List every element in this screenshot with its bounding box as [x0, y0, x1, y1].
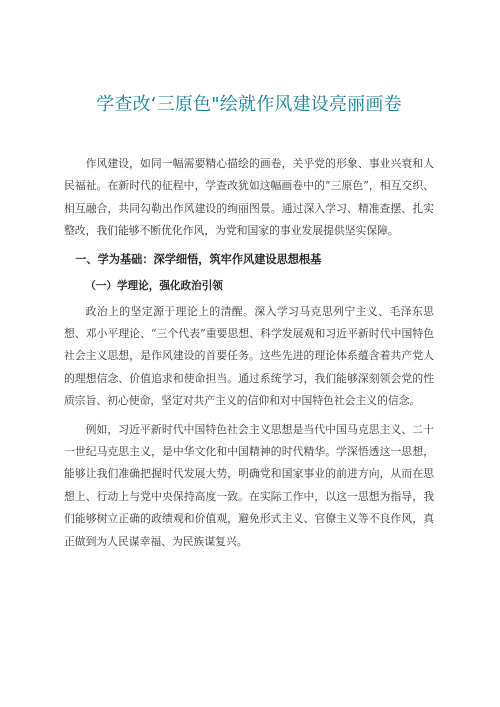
- body-paragraph-2: 政治上的坚定源于理论上的清醒。深入学习马克思列宁主义、毛泽东思想、邓小平理论、“三个代表”重要思想、科学发展观和习近平新时代中国特色社会主义思想，是作风建设的首要任务。这些先进的理论体系蕴含着共产党人的理想信念、价值追求和使命担当。通过系统学习，我们能够深刻领会党的性质宗旨、初心使命，坚定对共产主义的信仰和对中国特色社会主义的信念。: [64, 304, 434, 408]
- document-content: [64, 93, 434, 559]
- section-heading-1: 一、学为基础：深学细悟，筑牢作风建设思想根基: [75, 252, 322, 266]
- intro-paragraph: 作风建设，如同一幅需要精心描绘的画卷，关乎党的形象、事业兴衰和人民福祉。在新时代的征程中，学查改犹如这幅画卷中的“三原色”，相互交织、相互融合，共同勾勒出作风建设的绚丽图景。通过深入学习、精准查摆、扎实整改，我们能够不断优化作风，为党和国家的事业发展提供坚实保障。: [64, 157, 434, 238]
- body-paragraph-3: 例如，习近平新时代中国特色社会主义思想是当代中国马克思主义、二十一世纪马克思主义，是中华文化和中国精神的时代精华。学深悟透这一思想，能够让我们准确把握时代发展大势，明确党和国家事业的前进方向，从而在思想上、行动上与党中央保持高度一致。在实际工作中，以这一思想为指导，我们能够树立正确的政绩观和价值观，避免形式主义、官僚主义等不良作风，真正做到为人民谋幸福、为民族谋复兴。: [64, 422, 434, 548]
- document-title: 学查改‘三原色"绘就作风建设亮丽画卷: [96, 94, 402, 115]
- subsection-heading-1: （一）学理论，强化政治引领: [85, 279, 223, 292]
